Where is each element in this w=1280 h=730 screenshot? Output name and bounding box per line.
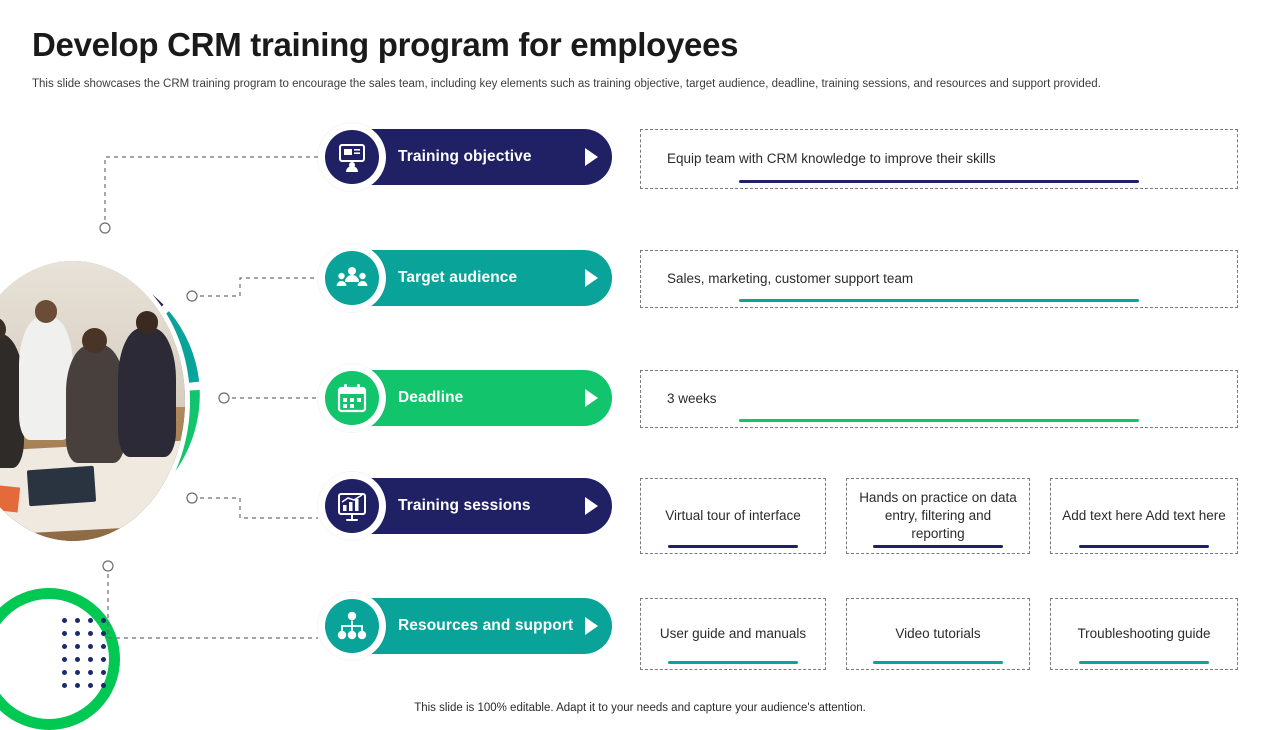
accent-underline — [668, 661, 798, 664]
content-box-text: Virtual tour of interface — [665, 508, 801, 523]
calendar-icon — [325, 371, 379, 425]
category-label: Training objective — [398, 148, 532, 165]
dot — [101, 644, 106, 649]
dot — [62, 670, 67, 675]
hierarchy-icon — [325, 599, 379, 653]
row-4 — [320, 478, 612, 534]
team-photo — [0, 256, 190, 546]
content-box-text: Sales, marketing, customer support team — [667, 271, 914, 286]
accent-underline — [739, 419, 1139, 422]
dot — [101, 631, 106, 636]
dot — [88, 618, 93, 623]
page-subtitle: This slide showcases the CRM training program to encourage the sales team, including key elements such as training objective, target audience, deadline, training sessions, and resources and support provided. — [32, 78, 1101, 90]
category-pill[interactable] — [320, 478, 612, 534]
category-label: Target audience — [398, 269, 518, 286]
category-pill[interactable] — [320, 129, 612, 185]
icon-badge — [318, 244, 386, 312]
chevron-right-icon — [585, 148, 598, 166]
category-pill[interactable] — [320, 598, 612, 654]
row-1 — [320, 129, 612, 185]
icon-badge — [318, 123, 386, 191]
dot — [88, 670, 93, 675]
dot — [88, 644, 93, 649]
dot — [88, 683, 93, 688]
content-box[interactable] — [640, 250, 1238, 308]
category-pill[interactable] — [320, 370, 612, 426]
accent-underline — [739, 180, 1139, 183]
dot — [75, 631, 80, 636]
dot — [62, 683, 67, 688]
page-title: Develop CRM training program for employees — [32, 26, 739, 63]
dot — [62, 644, 67, 649]
dot — [88, 631, 93, 636]
content-box[interactable] — [846, 598, 1030, 670]
dot — [75, 618, 80, 623]
category-label: Deadline — [398, 389, 464, 406]
dot — [88, 657, 93, 662]
chevron-right-icon — [585, 497, 598, 515]
content-box-text: Equip team with CRM knowledge to improve their skills — [667, 151, 996, 166]
content-box[interactable] — [1050, 478, 1238, 554]
chevron-right-icon — [585, 269, 598, 287]
dot — [62, 618, 67, 623]
content-box[interactable] — [640, 370, 1238, 428]
dot — [75, 644, 80, 649]
content-box-text: 3 weeks — [667, 391, 717, 406]
content-box[interactable] — [846, 478, 1030, 554]
content-box-text: Video tutorials — [895, 626, 981, 641]
footer-note: This slide is 100% editable. Adapt it to your needs and capture your audience's attention. — [414, 702, 866, 714]
accent-underline — [1079, 661, 1209, 664]
icon-badge — [318, 364, 386, 432]
content-box[interactable] — [640, 129, 1238, 189]
people-group-icon — [325, 251, 379, 305]
presentation-person-icon — [325, 130, 379, 184]
dot — [101, 670, 106, 675]
content-box-text: User guide and manuals — [659, 626, 807, 641]
dot — [101, 683, 106, 688]
row-3 — [320, 370, 612, 426]
chevron-right-icon — [585, 389, 598, 407]
category-pill[interactable] — [320, 250, 612, 306]
dot — [101, 618, 106, 623]
row-2 — [320, 250, 612, 306]
content-box[interactable] — [640, 598, 826, 670]
accent-underline — [1079, 545, 1209, 548]
content-box[interactable] — [640, 478, 826, 554]
category-label: Resources and support — [398, 617, 574, 634]
dot — [62, 657, 67, 662]
dot — [101, 657, 106, 662]
dot — [75, 670, 80, 675]
content-box-text: Troubleshooting guide — [1077, 626, 1211, 641]
decorative-dot-grid — [62, 618, 116, 688]
dot — [75, 657, 80, 662]
content-box-text: Hands on practice on data entry, filtering and reporting — [859, 490, 1017, 541]
dot — [62, 631, 67, 636]
decorative-donut-photo — [0, 216, 220, 576]
content-box-text: Add text here Add text here — [1062, 508, 1226, 523]
accent-underline — [739, 299, 1139, 302]
chart-board-icon — [325, 479, 379, 533]
accent-underline — [668, 545, 798, 548]
row-5 — [320, 598, 612, 654]
dot — [75, 683, 80, 688]
accent-underline — [873, 661, 1003, 664]
content-box[interactable] — [1050, 598, 1238, 670]
icon-badge — [318, 592, 386, 660]
icon-badge — [318, 472, 386, 540]
category-label: Training sessions — [398, 497, 531, 514]
chevron-right-icon — [585, 617, 598, 635]
accent-underline — [873, 545, 1003, 548]
